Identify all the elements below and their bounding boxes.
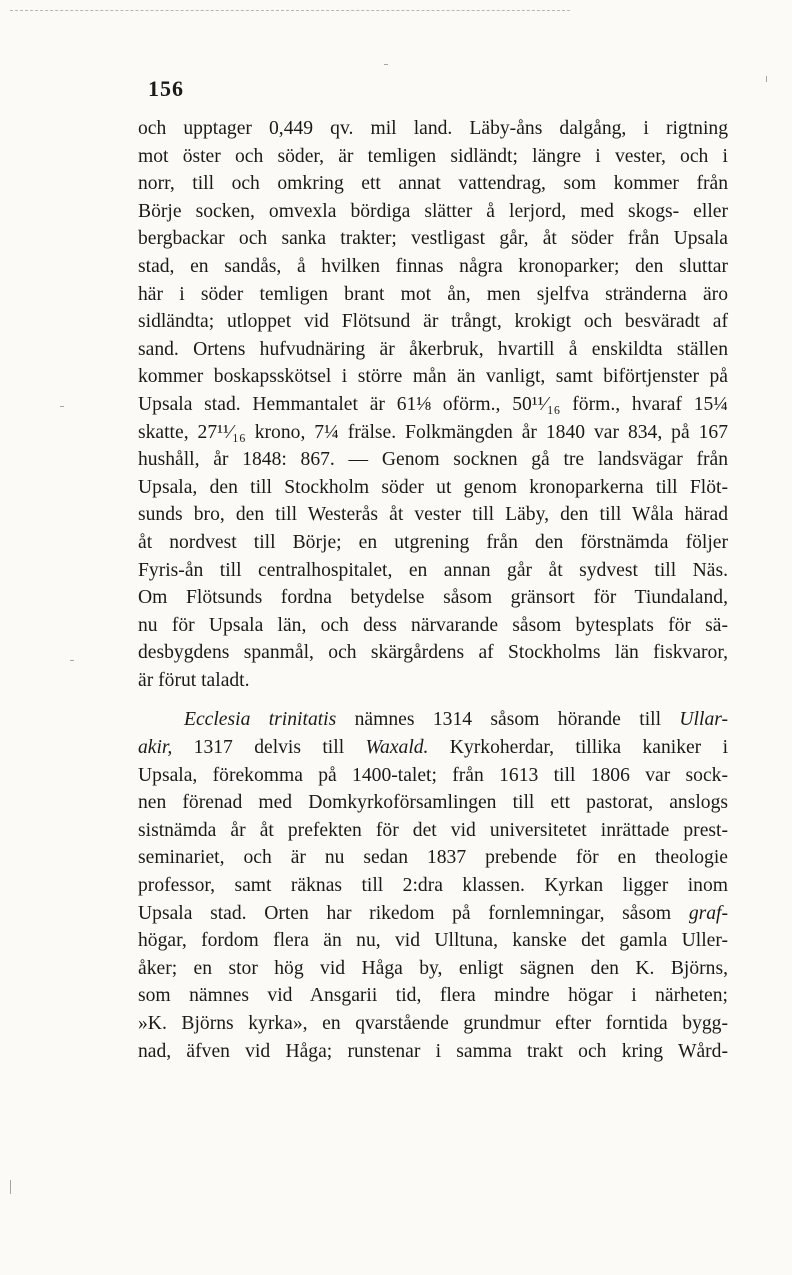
text-line: sidländta; utloppet vid Flötsund är trångt, krokigt och besväradt af [138, 311, 728, 333]
text-line: Ecclesia trinitatis nämnes 1314 såsom hörande till Ullar- [184, 709, 728, 731]
text-line: här i söder temligen brant mot ån, men sjelfva stränderna äro [138, 283, 728, 305]
paragraph [138, 115, 728, 694]
text-line: åker; en stor hög vid Håga by, enligt sägnen den K. Björns, [138, 957, 728, 979]
text-line: desbygdens spanmål, och skärgårdens af Stockholms län fiskvaror, [138, 642, 728, 664]
paragraph [138, 706, 728, 1065]
text-line: är förut taladt. [138, 669, 250, 691]
text-line: »K. Björns kyrka», en qvarstående grundmur efter forntida bygg- [138, 1013, 728, 1034]
text-line: Upsala stad. Orten har rikedom på fornlemningar, såsom graf- [138, 902, 728, 924]
scan-speck [766, 76, 767, 82]
text-line: Börje socken, omvexla bördiga slätter å lerjord, med skogs- eller [138, 200, 728, 222]
text-line: hushåll, år 1848: 867. — Genom socknen gå tre landsvägar från [138, 449, 728, 471]
text-line: Upsala, förekomma på 1400-talet; från 1613 till 1806 var sock- [138, 764, 728, 786]
paragraph-gap [138, 694, 728, 706]
text-line: mot öster och söder, är temligen sidländt; längre i vester, och i [138, 145, 728, 167]
text-line: stad, en sandås, å hvilken finnas några kronoparker; den sluttar [138, 255, 728, 277]
text-line: skatte, 27¹¹⁄₁₆ krono, 7¼ frälse. Folkmängden år 1840 var 834, på 167 [138, 421, 728, 443]
text-line: Upsala stad. Hemmantalet är 61⅛ oförm., 50¹¹⁄₁₆ förm., hvaraf 15¼ [138, 393, 728, 415]
body-text [138, 115, 728, 1065]
scan-speck [60, 406, 64, 407]
text-line: kommer boskapsskötsel i större mån än vanligt, samt biförtjenster på [138, 366, 728, 388]
text-line: sistnämda år åt prefekten för det vid universitetet inrättade prest- [138, 819, 728, 841]
text-line: Fyris-ån till centralhospitalet, en annan går åt sydvest till Näs. [138, 559, 728, 581]
text-line: nu för Upsala län, och dess närvarande såsom bytesplats för sä- [138, 614, 728, 636]
text-line: bergbackar och sanka trakter; vestligast går, åt söder från Upsala [138, 228, 728, 250]
scan-speck [70, 660, 74, 661]
text-line: högar, fordom flera än nu, vid Ulltuna, kanske det gamla Uller- [138, 930, 728, 952]
text-line: professor, samt räknas till 2:dra klassen. Kyrkan ligger inom [138, 875, 728, 897]
text-line: nen förenad med Domkyrkoförsamlingen till ett pastorat, anslogs [138, 792, 728, 814]
text-line: sand. Ortens hufvudnäring är åkerbruk, hvartill å enskildta ställen [138, 338, 728, 360]
scan-speck [10, 1180, 11, 1194]
text-line: sunds bro, den till Westerås åt vester till Läby, den till Wåla härad [138, 504, 728, 526]
text-line: nad, äfven vid Håga; runstenar i samma trakt och kring Wård- [138, 1040, 728, 1062]
text-line: norr, till och omkring ett annat vattendrag, som kommer från [138, 173, 728, 195]
text-line: seminariet, och är nu sedan 1837 prebende för en theologie [138, 847, 728, 869]
page-top-edge [10, 10, 570, 11]
text-line: och upptager 0,449 qv. mil land. Läby-åns dalgång, i rigtning [138, 118, 728, 139]
text-line: akir, 1317 delvis till Waxald. Kyrkoherdar, tillika kaniker i [138, 737, 729, 759]
text-line: Upsala, den till Stockholm söder ut genom kronoparkerna till Flöt- [138, 476, 728, 498]
scan-speck [384, 64, 388, 65]
text-line: som nämnes vid Ansgarii tid, flera mindre högar i närheten; [138, 985, 728, 1007]
page-number: 156 [148, 76, 184, 101]
text-line: åt nordvest till Börje; en utgrening från den förstnämda följer [138, 531, 728, 553]
text-line: Om Flötsunds fordna betydelse såsom gränsort för Tiundaland, [138, 587, 728, 609]
